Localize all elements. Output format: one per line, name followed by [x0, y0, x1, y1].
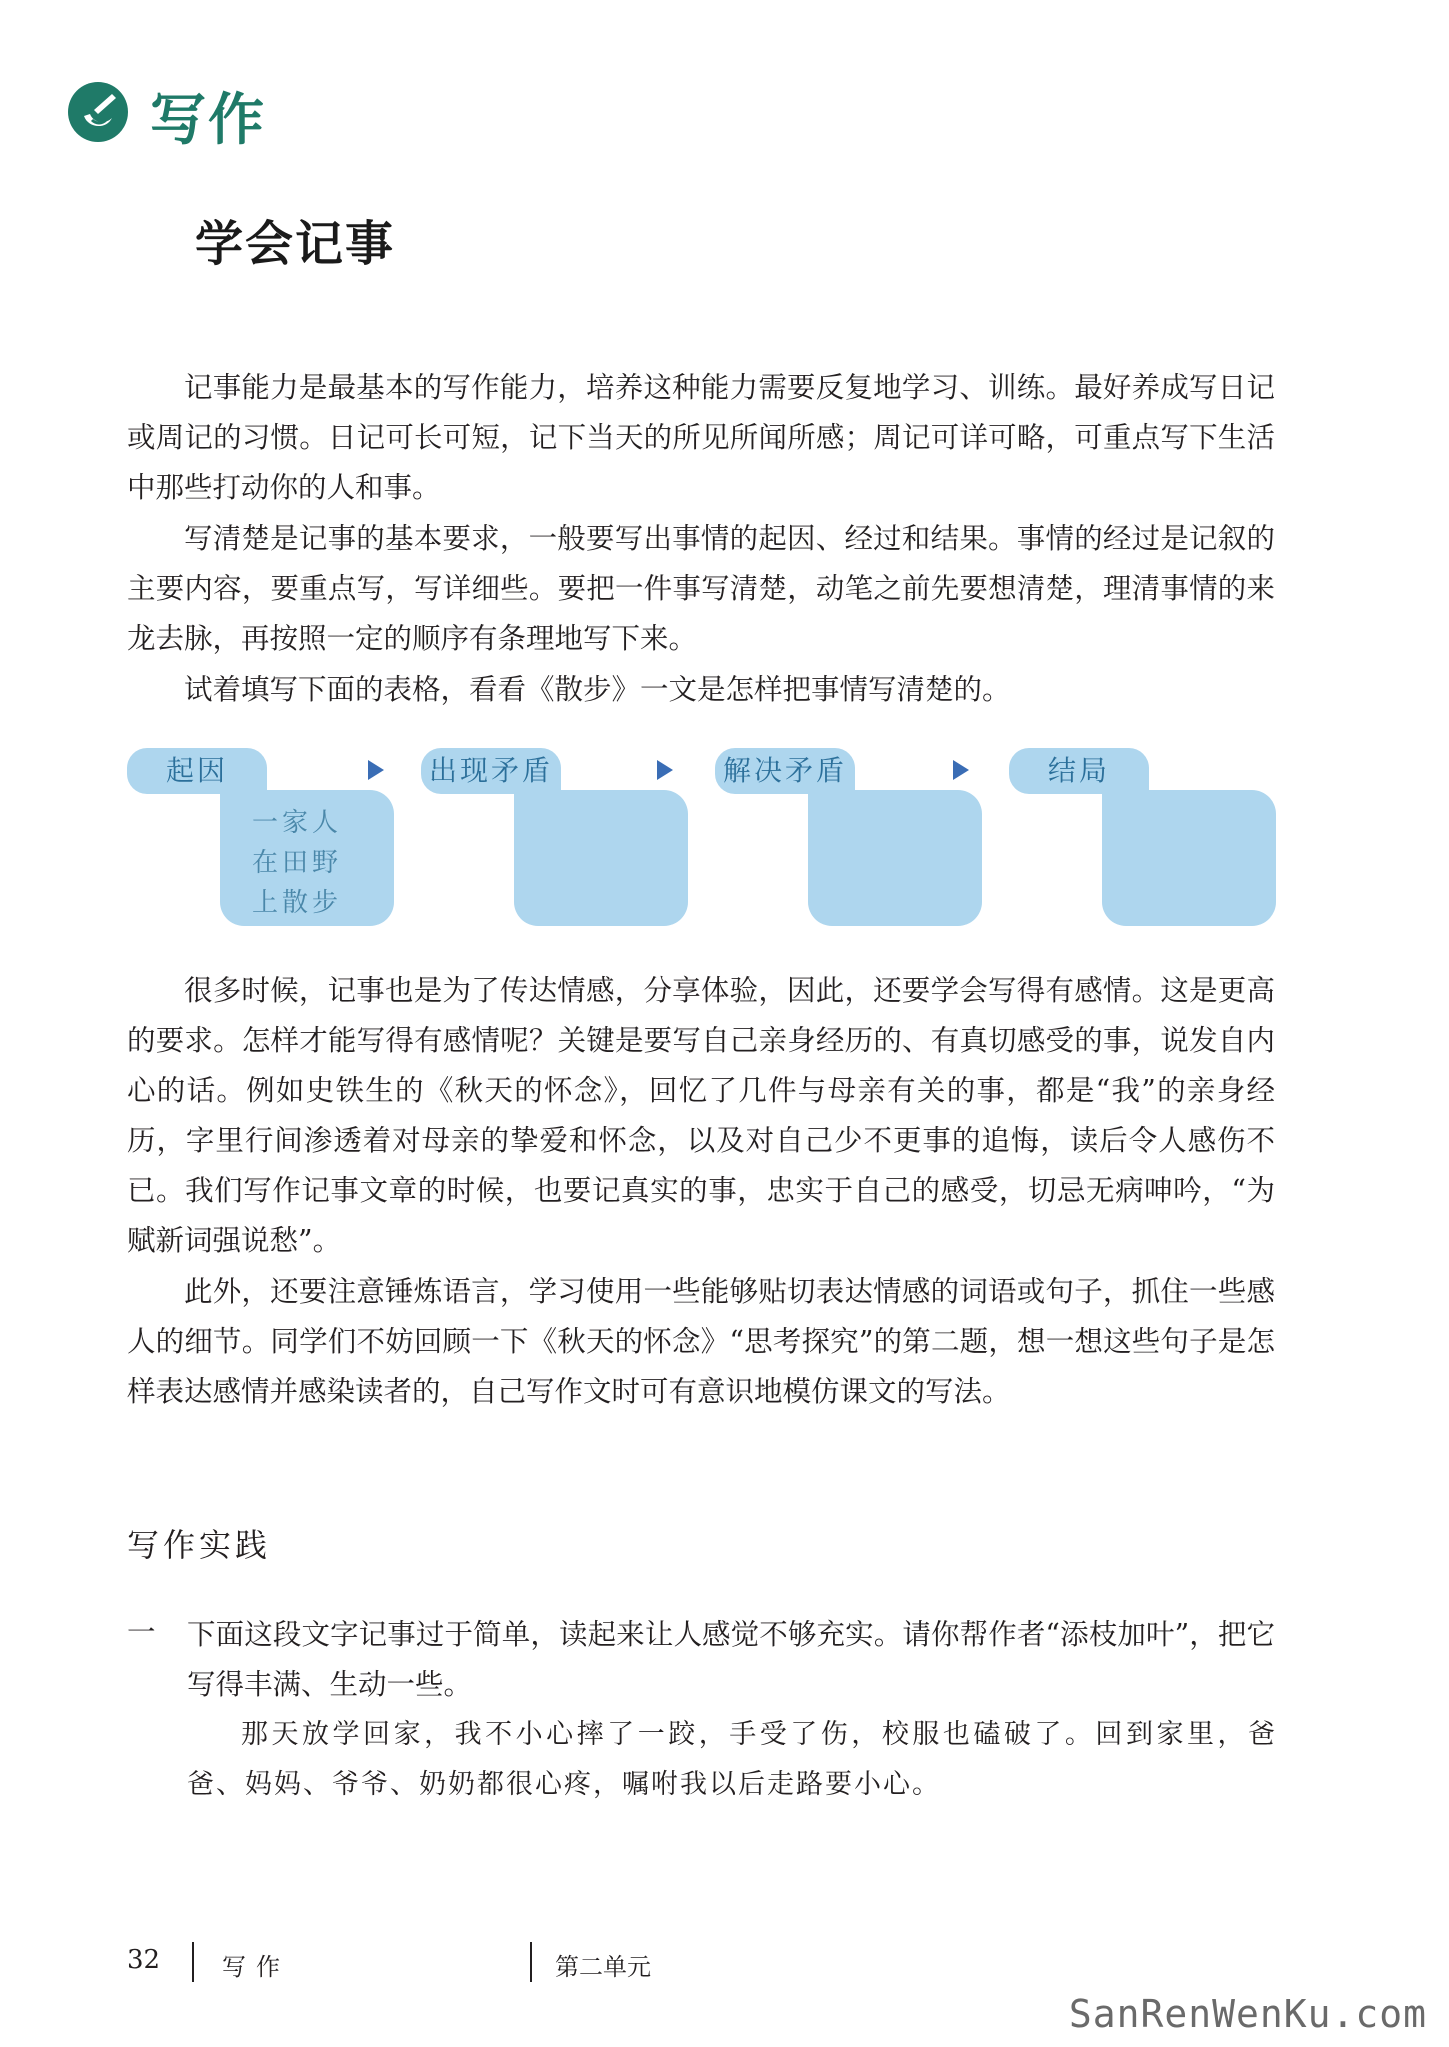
flowchart-label-cause: 起因: [127, 748, 267, 794]
flowchart-label-conflict: 出现矛盾: [421, 748, 561, 794]
flowchart-arrow-icon: [368, 760, 384, 780]
flowchart-box-ending[interactable]: [1102, 790, 1276, 926]
flowchart-box-resolution[interactable]: [808, 790, 982, 926]
footer-section: 写作: [222, 1953, 290, 1981]
watermark: SanRenWenKu.com: [1068, 1992, 1427, 2036]
flowchart-box-conflict[interactable]: [514, 790, 688, 926]
footer-unit: 第二单元: [555, 1953, 651, 1981]
flowchart-label-ending: 结局: [1009, 748, 1149, 794]
footer-divider: [530, 1942, 532, 1982]
flowchart-label-resolution: 解决矛盾: [715, 748, 855, 794]
question-text: 下面这段文字记事过于简单，读起来让人感觉不够充实。请你帮作者“添枝加叶”，把它写得丰满、生动一些。: [187, 1618, 1275, 1701]
page-number: 32: [127, 1945, 161, 1975]
flowchart-arrow-icon: [953, 760, 969, 780]
writing-section-icon: [66, 80, 130, 144]
flowchart-content-cause: 一家人在田野上散步: [252, 808, 343, 918]
question-number: 一: [127, 1616, 156, 1649]
paragraph: 试着填写下面的表格，看看《散步》一文是怎样把事情写清楚的。: [184, 673, 1011, 706]
paragraph: 很多时候，记事也是为了传达情感，分享体验，因此，还要学会写得有感情。这是更高的要求。怎样才能写得有感情呢？关键是要写自己亲身经历的、有真切感受的事，说发自内心的话。例如史铁生的《秋天的怀念》，回忆了几件与母亲有关的事，都是“我”的亲身经历，字里行间渗透着对母亲的挚爱和怀念，以及对自己少不更事的追悔，读后令人感伤不已。我们写作记事文章的时候，也要记真实的事，忠实于自己的感受，切忌无病呻吟，“为赋新词强说愁”。: [127, 974, 1275, 1257]
practice-heading: 写作实践: [127, 1526, 272, 1564]
section-title: 写作: [150, 88, 266, 153]
question-example-passage: 那天放学回家，我不小心摔了一跤，手受了伤，校服也磕破了。回到家里，爸爸、妈妈、爷爷、奶奶都很心疼，嘱咐我以后走路要小心。: [187, 1719, 1277, 1800]
flowchart-arrow-icon: [657, 760, 673, 780]
paragraph: 记事能力是最基本的写作能力，培养这种能力需要反复地学习、训练。最好养成写日记或周记的习惯。日记可长可短，记下当天的所见所闻所感；周记可详可略，可重点写下生活中那些打动你的人和事。: [127, 371, 1275, 504]
footer-divider: [192, 1942, 194, 1982]
paragraph: 此外，还要注意锤炼语言，学习使用一些能够贴切表达情感的词语或句子，抓住一些感人的细节。同学们不妨回顾一下《秋天的怀念》“思考探究”的第二题，想一想这些句子是怎样表达感情并感染读者的，自己写作文时可有意识地模仿课文的写法。: [127, 1275, 1275, 1408]
paragraph: 写清楚是记事的基本要求，一般要写出事情的起因、经过和结果。事情的经过是记叙的主要内容，要重点写，写详细些。要把一件事写清楚，动笔之前先要想清楚，理清事情的来龙去脉，再按照一定的顺序有条理地写下来。: [127, 522, 1275, 655]
page-title: 学会记事: [195, 216, 396, 272]
